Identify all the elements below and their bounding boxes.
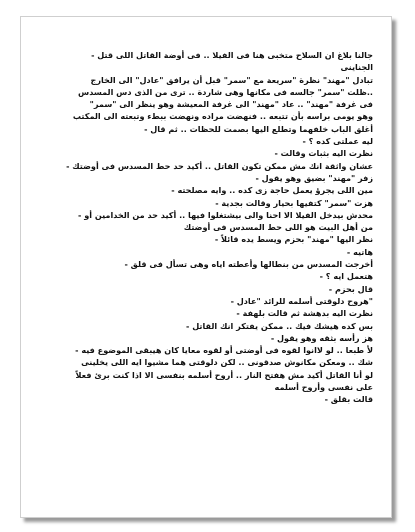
text-line: لأ طبعا .. لو لاانوا لقوه فى أوضتى أو لقوه معايا كان هيبقى الموضوع فيه - — [75, 345, 373, 356]
text-line: نظرت اليه بدهشة ثم قالت بلهفة - — [236, 308, 373, 319]
text-line: أغلق الباب خلفهما وتطلع اليها بصمت للحظات .. ثم قال - — [144, 123, 373, 134]
text-line: محدش بيدخل الفيلا الا احنا والى بيشتغلوا فيها .. أكيد حد من الخدامين أو - — [78, 209, 373, 220]
text-line: من أهل البيت هو اللى حط المسدس فى أوضتك — [183, 222, 373, 233]
text-line: فى غرفة "مهند" .. عاد "مهند" الى غرفة المعيشة وهو ينظر الى "سمر" — [89, 99, 373, 110]
text-line: الجناينى — [340, 62, 373, 73]
text-line: نظر اليها "مهند" بحزم ويسط يده قائلاً - — [214, 234, 373, 245]
text-line: على نفسى وأروح أسلمه — [274, 382, 373, 393]
text-line: بس كده هيشك فيك .. ممكن يفتكر انك القاتل - — [186, 320, 373, 331]
document-text — [37, 49, 373, 406]
text-line: جالنا بلاغ ان السلاح متخبى هنا فى الفيلا .. فى أوضة القاتل اللى قتل - — [91, 50, 373, 60]
text-line: ليه عملتى كده ؟ - — [302, 136, 373, 147]
text-line: "هروح دلوقتى أسلمه للرائد "عادل - — [230, 295, 373, 306]
text-line: هتعمل ايه ؟ - — [319, 271, 373, 282]
text-line: عشان واثقة انك مش ممكن تكون القاتل .. أكيد حد حط المسدس فى أوضتك - — [66, 160, 373, 171]
text-line: قالت بقلق - — [324, 394, 373, 405]
text-line: لو أنا القاتل أكيد مش هفتح النار .. أروح أسلمه بنفسى الا اذا كنت برئ فعلاً — [75, 369, 373, 380]
text-line: قال بحزم - — [328, 283, 373, 294]
text-line: هز رأسه بثقه وهو يقول - — [270, 332, 373, 343]
text-line: هزت "سمر" كتفيها بحيار وقالت بجدية - — [215, 197, 373, 208]
text-line: نظرت اليه بثبات وقالت - — [274, 148, 373, 159]
text-line: تبادل "مهند" نظرة "سريعة مع "سمر" قبل أن يرافق "عادل" الى الخارج — [90, 74, 373, 85]
text-line: زفر "مهند" بضيق وهو يقول - — [255, 172, 373, 183]
text-line: أخرجت المسدس من بنطالها وأعطته اياه وهى تسأل فى قلق - — [124, 259, 373, 270]
text-line: شك .. ومعكن مكانوش صدقونى .. لكن دلوقتى هما مشيوا ايه اللى يخلينى — [81, 357, 373, 368]
text-line: وهو يومى براسه بأن تتبعه .. فنهضت مراده ونهضت ببطء وتبعته الى المكتب — [72, 111, 373, 122]
document-page — [20, 16, 392, 518]
text-line: هاتيه - — [346, 246, 373, 257]
text-line: ..ظلت "سمر" جالسه فى مكانها وهى شاردة .. ترى من الذى دس المسدس — [78, 86, 373, 97]
text-line: مين اللى يجرؤ يعمل حاجة زى كده .. وايه مصلحته - — [171, 185, 373, 196]
